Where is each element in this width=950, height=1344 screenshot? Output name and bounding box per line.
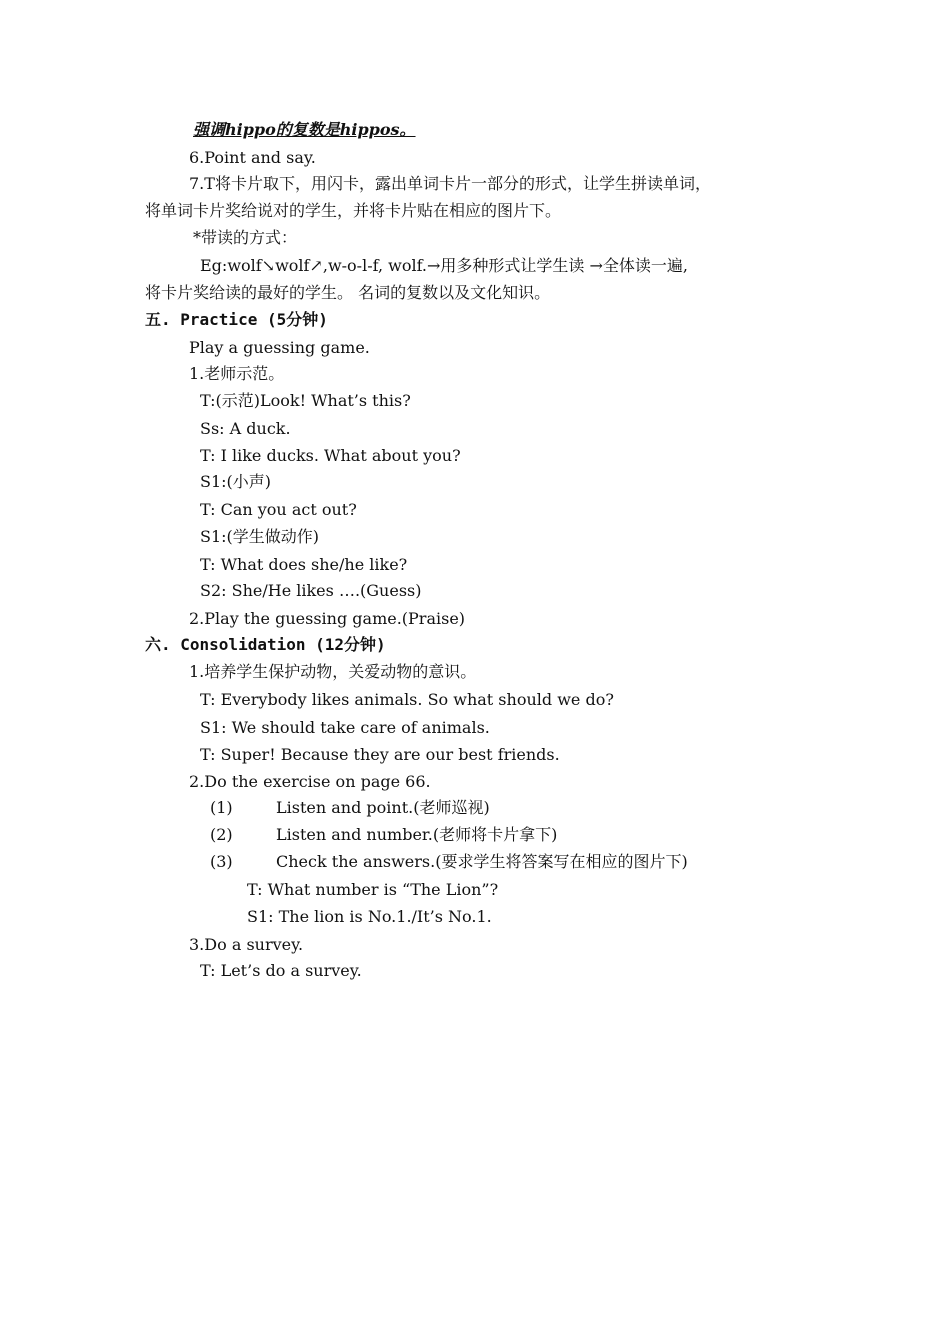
dialogue-line: Ss: A duck. [200,419,291,438]
exercise-text: Listen and number.(老师将卡片拿下) [276,825,558,844]
dialogue-line: S1:(学生做动作) [200,527,320,546]
exercise-number: (2) [210,825,233,844]
dialogue-line: T: Let’s do a survey. [200,961,362,980]
exercise-text: Listen and point.(老师巡视) [276,798,490,817]
section-heading-consolidation: 六. Consolidation (12分钟) [145,635,386,654]
dialogue-line: T: What does she/he like? [200,555,408,574]
practice-intro: Play a guessing game. [189,338,370,357]
reading-method-label: *带读的方式： [193,228,298,247]
dialogue-line: T: I like ducks. What about you? [200,446,461,465]
practice-step-2: 2.Play the guessing game.(Praise) [189,609,466,628]
exercise-text: Check the answers.(要求学生将答案写在相应的图片下) [276,852,688,871]
exercise-item-1 [210,798,490,818]
dialogue-line: T:(示范)Look! What’s this? [200,391,411,410]
consolidation-step-2: 2.Do the exercise on page 66. [189,772,431,791]
step-point-and-say: 6.Point and say. [189,148,316,167]
step-flash-card: 7.T将卡片取下，用闪卡，露出单词卡片一部分的形式，让学生拼读单词， [189,174,711,193]
consolidation-step-1: 1.培养学生保护动物，关爱动物的意识。 [189,662,477,681]
dialogue-line: T: Everybody likes animals. So what should we do? [200,690,614,709]
dialogue-line: S2: She/He likes ….(Guess) [200,581,422,600]
section-heading-practice: 五. Practice (5分钟) [145,310,328,329]
plural-note: 强调hippo的复数是hippos。 [193,120,416,139]
dialogue-line: T: What number is “The Lion”? [247,880,499,899]
exercise-item-3 [210,852,688,872]
dialogue-line: S1: We should take care of animals. [200,718,490,737]
reading-example-cont: 将卡片奖给读的最好的学生。 名词的复数以及文化知识。 [145,283,551,302]
dialogue-line: T: Can you act out? [200,500,357,519]
dialogue-line: S1:(小声) [200,472,272,491]
consolidation-step-3: 3.Do a survey. [189,935,304,954]
dialogue-line: T: Super! Because they are our best friends. [200,745,560,764]
exercise-item-2 [210,825,557,845]
exercise-number: (3) [210,852,233,871]
dialogue-line: S1: The lion is No.1./It’s No.1. [247,907,492,926]
step-flash-card-cont: 将单词卡片奖给说对的学生，并将卡片贴在相应的图片下。 [145,201,562,220]
reading-example: Eg:wolf↘wolf↗,w-o-l-f, wolf.→用多种形式让学生读 →全体读一遍, [200,256,689,275]
practice-step-1: 1.老师示范。 [189,364,285,383]
exercise-number: (1) [210,798,233,817]
